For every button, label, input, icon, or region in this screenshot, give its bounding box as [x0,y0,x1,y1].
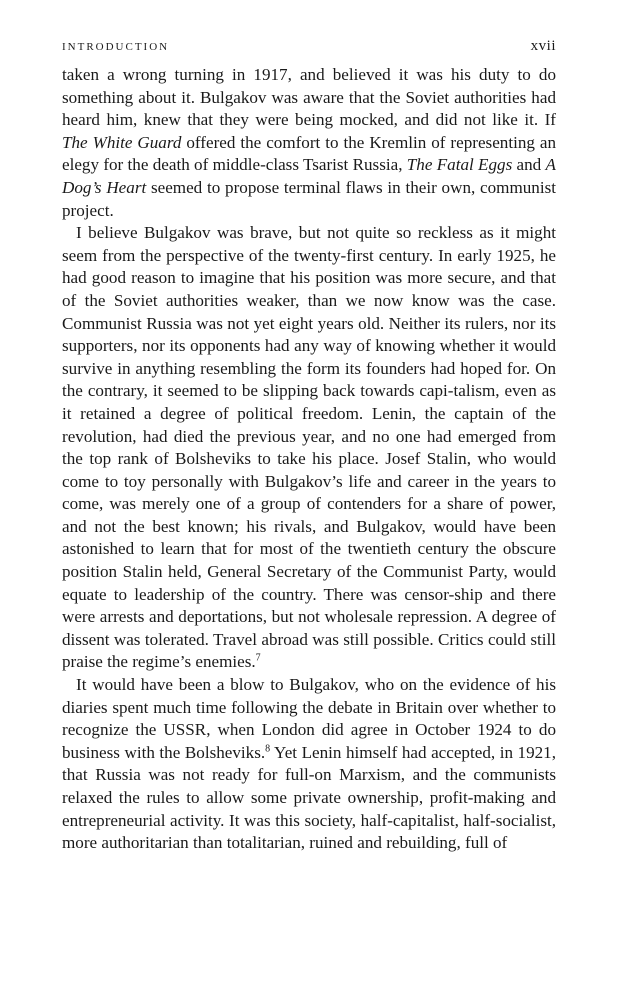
paragraph-2 [62,222,556,674]
text-segment: Yet Lenin himself had accepted, in 1921, that Russia was not ready for full-on Marxism, and the communists relaxed the rules to allow some private ownership, profit-making and entrepreneurial activity. It was this society, half-capitalist, half-socialist, more authoritarian than totalitarian, ruined and rebuilding, full of [62,742,557,853]
book-page [62,38,556,855]
paragraph-3 [62,674,556,855]
text-segment: I believe Bulgakov was brave, but not quite so reckless as it might seem from the perspective of the twenty-first century. In early 1925, he had good reason to imagine that his position was more secure, and that of the Soviet authorities weaker, than we now know was the case. Communist Russia was not yet eight years old. Neither its rulers, nor its supporters, nor its opponents had any way of knowing whether it would survive in anything resembling the form its founders had hoped for. On the contrary, it seemed to be slipping back towards capi-talism, even as it retained a degree of political freedom. Lenin, the captain of the revolution, had died the previous year, and no one had emerged from the top rank of Bolsheviks to take his place. Josef Stalin, who would come to toy personally with Bulgakov’s life and career in the years to come, was merely one of a group of contenders for a share of power, and not the best known; his rivals, and Bulgakov, would have been astonished to learn that for most of the twentieth century the obscure position Stalin held, General Secretary of the Communist Party, would equate to leadership of the country. There was censor-ship and there were arrests and deportations, but not wholesale repression. A degree of dissent was tolerated. Travel abroad was still possible. Critics could still praise the regime’s enemies. [62,223,556,672]
body-text [62,64,556,855]
text-segment: and [512,155,546,175]
text-segment: offered the comfort to the Kremlin of representing an elegy for the death of middle-class Tsarist Russia, [62,132,556,175]
footnote-ref-8[interactable]: 8 [265,743,271,755]
section-title: INTRODUCTION [62,41,170,53]
text-segment: seemed to propose terminal flaws in their own, communist project. [62,177,556,220]
footnote-ref-7[interactable]: 7 [255,652,261,664]
running-header [62,38,556,64]
book-title-the-white-guard: The White Guard [62,132,182,152]
page-number: xvii [530,38,556,54]
text-segment: It would have been a blow to Bulgakov, who on the evidence of his diaries spent much time following the debate in Britain over whether to recognize the USSR, when London did agree in October 1924 to do business with the Bolsheviks. [62,675,556,762]
paragraph-1 [62,64,556,222]
book-title-a-dogs-heart: A Dog’s Heart [62,155,556,197]
book-title-the-fatal-eggs: The Fatal Eggs [406,155,513,175]
text-segment: taken a wrong turning in 1917, and believed it was his duty to do something about it. Bulgakov was aware that the Soviet authorities had heard him, knew that they were being mocked, and did not like it. If [62,65,556,130]
